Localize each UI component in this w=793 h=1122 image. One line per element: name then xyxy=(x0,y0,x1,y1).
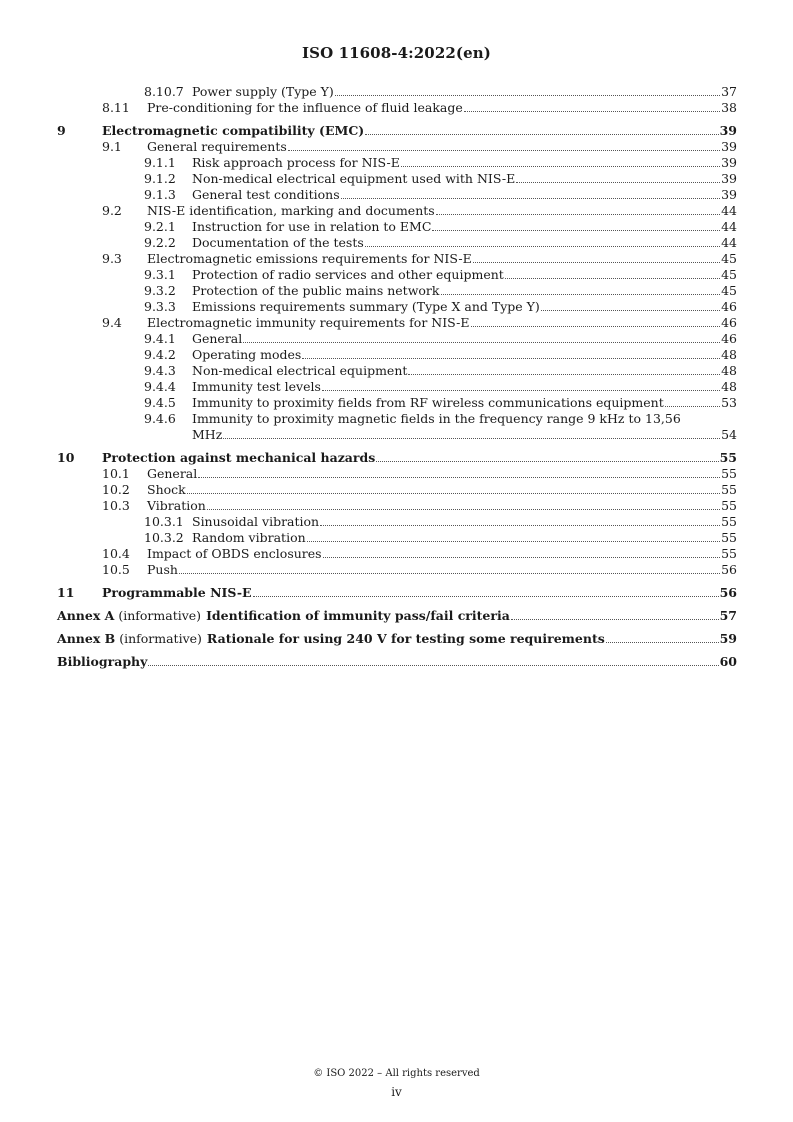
toc-entry[interactable] xyxy=(57,315,737,331)
toc-entry[interactable] xyxy=(57,450,737,466)
toc-entry-number: 8.10.7 xyxy=(144,84,184,99)
toc-entry-title: General xyxy=(192,331,243,346)
toc-entry[interactable] xyxy=(57,562,737,578)
toc-entry-title: Non-medical electrical equipment xyxy=(192,363,408,378)
toc-entry-number: 9.2.2 xyxy=(144,235,176,250)
toc-entry-number: 9.3.3 xyxy=(144,299,176,314)
toc-entry-number: 9.1.2 xyxy=(144,171,176,186)
dot-leader xyxy=(243,342,720,343)
dot-leader xyxy=(198,477,720,478)
toc-entry-title: Protection of the public mains network xyxy=(192,283,440,298)
toc-entry-number: 9.4.5 xyxy=(144,395,176,410)
toc-entry[interactable] xyxy=(57,466,737,482)
toc-entry-page: 48 xyxy=(721,379,737,394)
toc-entry[interactable] xyxy=(57,219,737,235)
document-header: ISO 11608-4:2022(en) xyxy=(302,44,491,62)
toc-entry-page: 46 xyxy=(721,331,737,346)
toc-entry[interactable] xyxy=(57,299,737,315)
toc-entry-title: Protection of radio services and other equipment xyxy=(192,267,504,282)
toc-entry-page: 56 xyxy=(719,585,737,600)
dot-leader xyxy=(376,461,718,462)
toc-entry[interactable] xyxy=(57,267,737,283)
annex-qualifier: (informative) xyxy=(118,608,202,623)
toc-entry-page: 39 xyxy=(721,187,737,202)
toc-entry-number: 8.11 xyxy=(102,100,130,115)
dot-leader xyxy=(505,278,720,279)
toc-entry-title: Immunity to proximity magnetic fields in the frequency range 9 kHz to 13,56 xyxy=(192,411,681,426)
toc-entry-title: Electromagnetic compatibility (EMC) xyxy=(102,123,365,138)
toc-entry-number: 10.3.2 xyxy=(144,530,184,545)
toc-entry-number: 9 xyxy=(57,123,66,138)
toc-entry-number: 10.4 xyxy=(102,546,130,561)
toc-entry-page: 39 xyxy=(721,155,737,170)
toc-entry-number: 9.4.3 xyxy=(144,363,176,378)
toc-entry-number: 10 xyxy=(57,450,75,465)
toc-entry-page: 55 xyxy=(721,498,737,513)
toc-entry-title: Sinusoidal vibration xyxy=(192,514,320,529)
dot-leader xyxy=(320,525,720,526)
toc-entry-page: 53 xyxy=(721,395,737,410)
toc-entry-title: Electromagnetic immunity requirements for NIS-E xyxy=(147,315,470,330)
dot-leader xyxy=(541,310,720,311)
dot-leader xyxy=(665,406,720,407)
toc-entry[interactable] xyxy=(57,331,737,347)
toc-bibliography-entry[interactable] xyxy=(57,654,737,670)
toc-entry-page: 55 xyxy=(721,546,737,561)
toc-entry[interactable] xyxy=(57,84,737,100)
toc-entry[interactable] xyxy=(57,482,737,498)
annex-page: 57 xyxy=(719,608,737,623)
toc-entry-page: 55 xyxy=(721,530,737,545)
toc-entry-title-continued: MHz xyxy=(192,427,223,442)
toc-entry-title: Immunity test levels xyxy=(192,379,321,394)
toc-entry[interactable] xyxy=(57,123,737,139)
dot-leader xyxy=(365,246,720,247)
toc-entry-page: 39 xyxy=(719,123,737,138)
toc-entry-title: Operating modes xyxy=(192,347,302,362)
dot-leader xyxy=(464,111,720,112)
toc-entry-number: 9.2.1 xyxy=(144,219,176,234)
toc-entry-number: 11 xyxy=(57,585,75,600)
toc-entry[interactable] xyxy=(57,363,737,379)
toc-entry-page: 45 xyxy=(721,283,737,298)
toc-annex-entry[interactable] xyxy=(57,631,737,647)
toc-entry[interactable] xyxy=(57,498,737,514)
annex-label: Annex A xyxy=(57,608,115,623)
dot-leader xyxy=(322,390,720,391)
toc-entry-page: 39 xyxy=(721,171,737,186)
toc-entry[interactable] xyxy=(57,395,737,411)
toc-entry[interactable] xyxy=(57,530,737,546)
toc-entry-page: 56 xyxy=(721,562,737,577)
toc-entry-page: 45 xyxy=(721,251,737,266)
dot-leader xyxy=(341,198,720,199)
dot-leader xyxy=(253,596,719,597)
dot-leader xyxy=(365,134,718,135)
toc-entry-page: 39 xyxy=(721,139,737,154)
dot-leader xyxy=(207,509,720,510)
toc-entry-page: 44 xyxy=(721,235,737,250)
toc-entry[interactable] xyxy=(57,585,737,601)
toc-entry-page: 55 xyxy=(721,482,737,497)
toc-entry[interactable] xyxy=(57,347,737,363)
toc-entry-title: Push xyxy=(147,562,178,577)
toc-entry-number: 9.4.1 xyxy=(144,331,176,346)
toc-entry-page: 46 xyxy=(721,299,737,314)
toc-entry[interactable] xyxy=(57,235,737,251)
annex-title: Rationale for using 240 V for testing some requirements xyxy=(206,631,605,646)
toc-entry-title: Immunity to proximity fields from RF wireless communications equipment xyxy=(192,395,664,410)
toc-entry[interactable] xyxy=(57,546,737,562)
toc-entry-page: 48 xyxy=(721,347,737,362)
dot-leader xyxy=(401,166,720,167)
toc-entry-title: Shock xyxy=(147,482,186,497)
toc-entry-number: 10.3 xyxy=(102,498,130,513)
toc-entry-number: 10.2 xyxy=(102,482,130,497)
dot-leader xyxy=(436,214,720,215)
toc-entry-title: Power supply (Type Y) xyxy=(192,84,334,99)
toc-entry-title: Documentation of the tests xyxy=(192,235,364,250)
toc-entry-title: Risk approach process for NIS-E xyxy=(192,155,400,170)
dot-leader xyxy=(606,642,719,643)
dot-leader xyxy=(148,665,718,666)
toc-entry-number: 9.1.1 xyxy=(144,155,176,170)
toc-entry-title: NIS-E identification, marking and documents xyxy=(147,203,435,218)
toc-entry-number: 9.4.6 xyxy=(144,411,176,426)
dot-leader xyxy=(511,619,719,620)
copyright-notice: © ISO 2022 – All rights reserved xyxy=(313,1068,480,1079)
toc-entry-title: General xyxy=(147,466,198,481)
toc-entry-number: 9.1.3 xyxy=(144,187,176,202)
toc-entry[interactable] xyxy=(57,411,737,443)
toc-entry-number: 9.3.2 xyxy=(144,283,176,298)
toc-entry-title: Impact of OBDS enclosures xyxy=(147,546,322,561)
toc-entry[interactable] xyxy=(57,514,737,530)
toc-entry-number: 10.5 xyxy=(102,562,130,577)
dot-leader xyxy=(516,182,720,183)
bibliography-title: Bibliography xyxy=(57,654,148,669)
toc-entry-page: 48 xyxy=(721,363,737,378)
toc-entry-number: 10.3.1 xyxy=(144,514,184,529)
toc-entry-page: 37 xyxy=(721,84,737,99)
toc-entry-number: 9.3.1 xyxy=(144,267,176,282)
toc-entry-number: 9.2 xyxy=(102,203,122,218)
toc-entry-title: Vibration xyxy=(147,498,206,513)
toc-entry[interactable] xyxy=(57,283,737,299)
toc-entry[interactable] xyxy=(57,203,737,219)
toc-entry-title: General requirements xyxy=(147,139,287,154)
dot-leader xyxy=(323,557,721,558)
dot-leader xyxy=(471,326,721,327)
toc-entry-page: 46 xyxy=(721,315,737,330)
toc-entry-page: 44 xyxy=(721,203,737,218)
dot-leader xyxy=(288,150,720,151)
toc-entry-title: Programmable NIS-E xyxy=(102,585,252,600)
toc-entry[interactable] xyxy=(57,100,737,116)
dot-leader xyxy=(473,262,720,263)
toc-entry-number: 9.4 xyxy=(102,315,122,330)
annex-label: Annex B xyxy=(57,631,116,646)
dot-leader xyxy=(441,294,721,295)
dot-leader xyxy=(187,493,720,494)
toc-entry-title: Protection against mechanical hazards xyxy=(102,450,376,465)
toc-entry[interactable] xyxy=(57,187,737,203)
toc-entry-number: 10.1 xyxy=(102,466,130,481)
toc-entry-page: 55 xyxy=(721,514,737,529)
toc-entry-page: 38 xyxy=(721,100,737,115)
dot-leader xyxy=(408,374,720,375)
toc-entry-page: 55 xyxy=(721,466,737,481)
page-number: iv xyxy=(391,1085,402,1099)
dot-leader xyxy=(223,438,720,439)
toc-entry-title: Non-medical electrical equipment used with NIS-E xyxy=(192,171,516,186)
annex-title: Identification of immunity pass/fail criteria xyxy=(206,608,510,623)
toc-entry[interactable] xyxy=(57,251,737,267)
toc-entry-title: Instruction for use in relation to EMC xyxy=(192,219,432,234)
toc-entry-number: 9.4.2 xyxy=(144,347,176,362)
toc-entry[interactable] xyxy=(57,155,737,171)
toc-entry-title: Emissions requirements summary (Type X and Type Y) xyxy=(192,299,540,314)
toc-entry-title: Pre-conditioning for the influence of fluid leakage xyxy=(147,100,463,115)
toc-entry-page: 44 xyxy=(721,219,737,234)
dot-leader xyxy=(179,573,720,574)
dot-leader xyxy=(335,95,720,96)
toc-entry[interactable] xyxy=(57,379,737,395)
toc-entry-title: Electromagnetic emissions requirements for NIS-E xyxy=(147,251,472,266)
toc-entry-page: 45 xyxy=(721,267,737,282)
toc-entry-number: 9.1 xyxy=(102,139,122,154)
table-of-contents xyxy=(57,84,737,670)
dot-leader xyxy=(432,230,720,231)
dot-leader xyxy=(307,541,720,542)
toc-entry-title: General test conditions xyxy=(192,187,340,202)
annex-qualifier: (informative) xyxy=(119,631,202,646)
annex-page: 59 xyxy=(719,631,737,646)
toc-annex-entry[interactable] xyxy=(57,608,737,624)
toc-entry[interactable] xyxy=(57,139,737,155)
bibliography-page: 60 xyxy=(719,654,737,669)
toc-entry[interactable] xyxy=(57,171,737,187)
dot-leader xyxy=(302,358,720,359)
toc-entry-page: 55 xyxy=(719,450,737,465)
toc-entry-number: 9.4.4 xyxy=(144,379,176,394)
toc-entry-title: Random vibration xyxy=(192,530,306,545)
toc-entry-number: 9.3 xyxy=(102,251,122,266)
toc-entry-page: 54 xyxy=(721,427,737,442)
